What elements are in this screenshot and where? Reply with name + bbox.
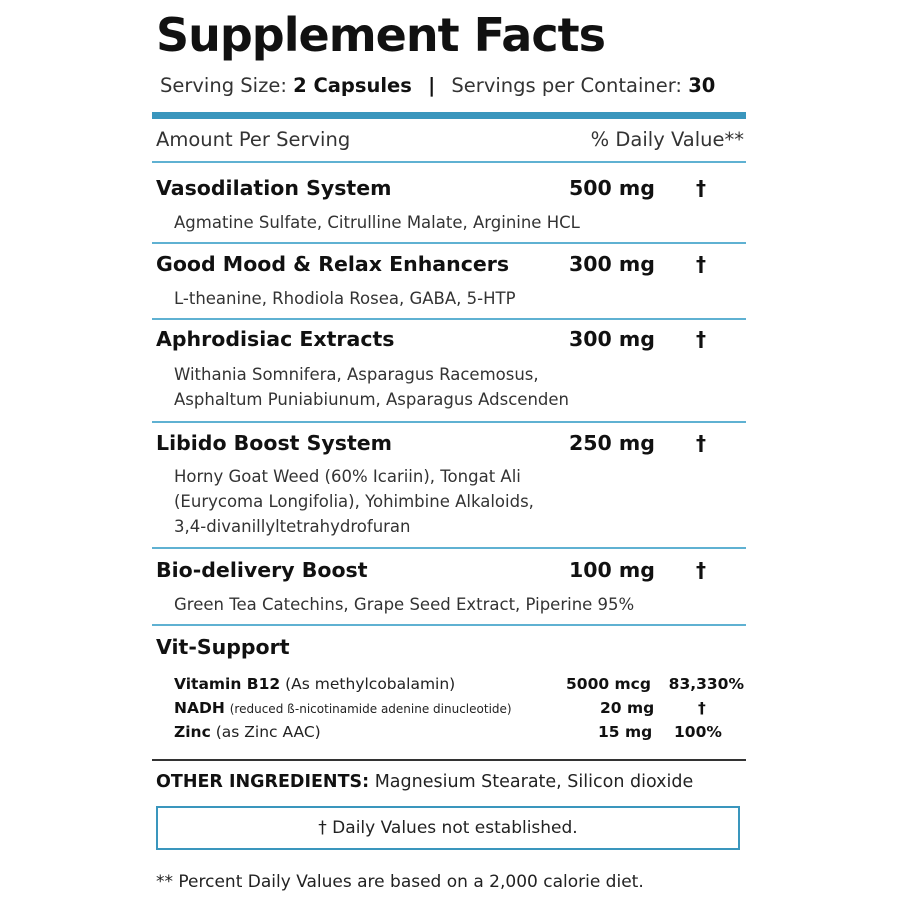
other-ingredients	[156, 772, 693, 792]
group-daily-value: †	[696, 431, 706, 455]
nadh-row	[174, 699, 512, 717]
servings-per-container-value: 30	[688, 74, 716, 97]
serving-separator: |	[428, 74, 436, 97]
group-amount: 500 mg	[569, 176, 655, 200]
vitamin-daily-value: †	[698, 699, 706, 717]
group-ingredients-line: Withania Somnifera, Asparagus Racemosus,	[174, 365, 539, 384]
header-divider-bar	[152, 112, 746, 119]
divider	[152, 624, 746, 626]
supplement-facts-panel	[152, 0, 746, 900]
serving-info	[160, 74, 715, 97]
other-ingredients-value: Magnesium Stearate, Silicon dioxide	[374, 772, 694, 792]
serving-size-value: 2 Capsules	[293, 74, 412, 97]
group-name: Aphrodisiac Extracts	[156, 327, 395, 351]
group-ingredients-line: (Eurycoma Longifolia), Yohimbine Alkaloids,	[174, 492, 534, 511]
dagger-note: † Daily Values not established.	[318, 818, 578, 838]
vitamin-daily-value: 100%	[674, 723, 722, 741]
group-ingredients: L-theanine, Rhodiola Rosea, GABA, 5-HTP	[174, 289, 516, 308]
group-ingredients-line: 3,4-divanillyltetrahydrofuran	[174, 517, 411, 536]
daily-value-label: % Daily Value**	[590, 128, 744, 151]
vitamin-amount: 5000 mcg	[566, 675, 651, 693]
group-name: Good Mood & Relax Enhancers	[156, 252, 510, 276]
amount-per-serving-label: Amount Per Serving	[156, 128, 351, 151]
group-amount: 250 mg	[569, 431, 655, 455]
servings-per-container-label: Servings per Container:	[451, 74, 682, 97]
zinc-row	[174, 723, 321, 741]
divider	[152, 242, 746, 244]
vitamin-detail: (as Zinc AAC)	[215, 723, 321, 741]
other-ingredients-label: OTHER INGREDIENTS:	[156, 772, 370, 792]
group-name: Vasodilation System	[156, 176, 392, 200]
vitamin-name: Vitamin B12	[174, 675, 281, 693]
group-daily-value: †	[696, 327, 706, 351]
vitamin-amount: 20 mg	[600, 699, 655, 717]
vitamin-amount: 15 mg	[598, 723, 653, 741]
divider	[152, 547, 746, 549]
footnote: ** Percent Daily Values are based on a 2,000 calorie diet.	[156, 872, 644, 892]
vitamin-daily-value: 83,330%	[668, 675, 744, 693]
group-amount: 300 mg	[569, 252, 655, 276]
group-name: Bio-delivery Boost	[156, 558, 368, 582]
vitamin-detail: (As methylcobalamin)	[285, 675, 456, 693]
group-daily-value: †	[696, 176, 706, 200]
divider	[152, 421, 746, 423]
vit-support-name: Vit-Support	[156, 635, 290, 659]
group-name: Libido Boost System	[156, 431, 393, 455]
divider	[152, 318, 746, 320]
dagger-note-box	[156, 806, 740, 850]
page-title: Supplement Facts	[156, 8, 605, 62]
group-daily-value: †	[696, 558, 706, 582]
vitamin-name: NADH	[174, 699, 225, 717]
divider	[152, 759, 746, 761]
group-ingredients-line: Asphaltum Puniabiunum, Asparagus Adscenden	[174, 390, 569, 409]
group-ingredients: Agmatine Sulfate, Citrulline Malate, Arginine HCL	[174, 213, 580, 232]
group-amount: 100 mg	[569, 558, 655, 582]
group-amount: 300 mg	[569, 327, 655, 351]
group-ingredients-line: Horny Goat Weed (60% Icariin), Tongat Ali	[174, 467, 521, 486]
vitamin-name: Zinc	[174, 723, 211, 741]
group-ingredients: Green Tea Catechins, Grape Seed Extract, Piperine 95%	[174, 595, 635, 614]
divider	[152, 161, 746, 163]
vitamin-b12-row	[174, 675, 455, 693]
serving-size-label: Serving Size:	[160, 74, 287, 97]
group-daily-value: †	[696, 252, 706, 276]
vitamin-detail: (reduced ß-nicotinamide adenine dinucleotide)	[229, 702, 512, 716]
